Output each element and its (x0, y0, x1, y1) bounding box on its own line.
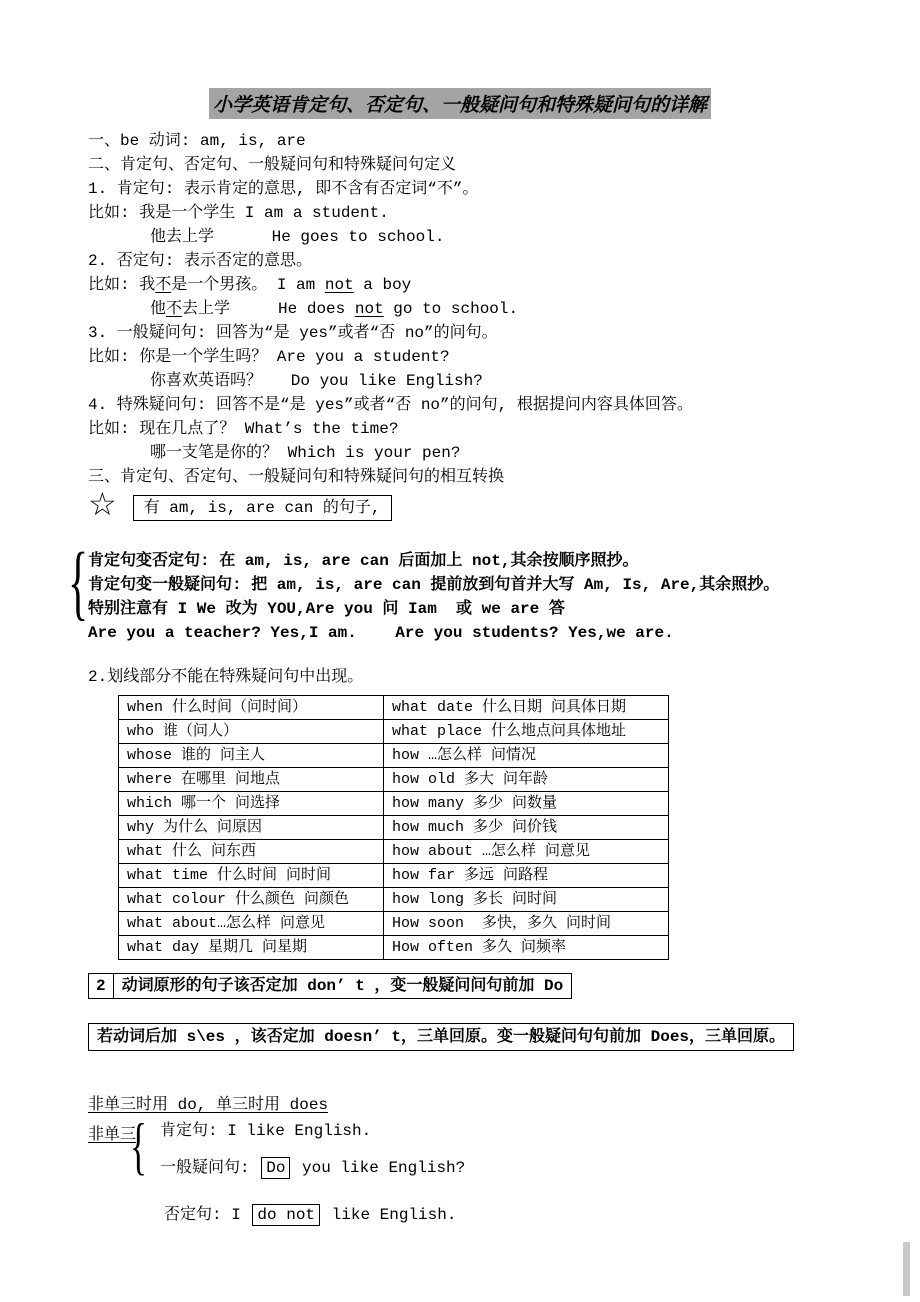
line-definitions-heading: 二、肯定句、否定句、一般疑问句和特殊疑问句定义 (88, 156, 457, 174)
table-cell: what date 什么日期 问具体日期 (384, 696, 669, 720)
bottom-examples-block (88, 1110, 890, 1227)
page-edge-artifact (903, 1242, 910, 1296)
text-segment: 他 (150, 300, 167, 318)
text-segment: like English. (322, 1206, 457, 1224)
rule-box-number: 2 (89, 974, 114, 998)
table-row (119, 768, 669, 792)
table-cell: how many 多少 问数量 (384, 792, 669, 816)
table-cell: how long 多长 问时间 (384, 888, 669, 912)
underlined-segment: 不 (155, 276, 172, 294)
line-affirmative-example-2: 他去上学 He goes to school. (150, 228, 445, 246)
text-segment: a boy (353, 276, 412, 294)
line-general-question-example-1: 比如: 你是一个学生吗？ Are you a student? (88, 348, 450, 366)
rule-line-attention: 特别注意有 I We 改为 YOU,Are you 问 Iam 或 we are 答 (88, 600, 565, 618)
underlined-segment: not (324, 276, 354, 294)
table-cell: what colour 什么颜色 问颜色 (119, 888, 384, 912)
table-cell: when 什么时间（问时间） (119, 696, 384, 720)
table-cell: whose 谁的 问主人 (119, 744, 384, 768)
table-cell: what 什么 问东西 (119, 840, 384, 864)
line-bottom-negative (164, 1203, 890, 1227)
line-special-question-definition: 4. 特殊疑问句: 回答不是“是 yes”或者“否 no”的问句, 根据提问内容具体回答。 (88, 396, 693, 414)
table-cell: which 哪一个 问选择 (119, 792, 384, 816)
table-row (119, 720, 669, 744)
rule-box-verb-base-text: 动词原形的句子该否定加 don’ t ，变一般疑问问句前加 Do (121, 977, 564, 995)
conversion-rules-block (68, 536, 890, 645)
line-negative-definition: 2. 否定句: 表示否定的意思。 (88, 252, 313, 270)
line-be-verbs: 一、be 动词: am, is, are (88, 132, 306, 150)
line-bottom-question (160, 1156, 890, 1180)
text-segment: 一般疑问句: (160, 1159, 260, 1177)
line-special-question-example-2: 哪一支笔是你的？ Which is your pen? (150, 444, 461, 462)
label-non-third-person: 非单三 (88, 1126, 137, 1144)
am-is-are-box: 有 am, is, are can 的句子, (133, 495, 392, 521)
page-title: 小学英语肯定句、否定句、一般疑问句和特殊疑问句的详解 (209, 88, 711, 119)
rule-box-third-person: 若动词后加 s\es ，该否定加 doesn’ t，三单回原。变一般疑问句句前加 Does，三单回原。 (88, 1023, 794, 1051)
table-row (119, 936, 669, 960)
table-row (119, 792, 669, 816)
table-cell: who 谁（问人） (119, 720, 384, 744)
table-cell: how …怎么样 问情况 (384, 744, 669, 768)
table-row (119, 912, 669, 936)
text-segment: 去上学 He does (182, 300, 355, 318)
star-row (88, 485, 890, 535)
table-cell: where 在哪里 问地点 (119, 768, 384, 792)
table-cell: why 为什么 问原因 (119, 816, 384, 840)
text-segment: 比如: 我 (88, 276, 156, 294)
boxed-do: Do (261, 1157, 290, 1179)
table-row (119, 888, 669, 912)
boxed-do-not: do not (252, 1204, 320, 1226)
rule-box-verb-base (88, 973, 572, 999)
line-conversion-heading: 三、肯定句、否定句、一般疑问句和特殊疑问句的相互转换 (88, 468, 505, 486)
curly-brace-icon: { (68, 536, 89, 629)
line-negative-example-1 (88, 273, 890, 297)
table-row (119, 696, 669, 720)
line-bottom-affirmative: 肯定句: I like English. (160, 1122, 372, 1140)
line-negative-example-2 (88, 297, 890, 321)
rule-line-negative: 肯定句变否定句: 在 am, is, are can 后面加上 not,其余按顺序照抄。 (88, 552, 639, 570)
underlined-segment: 不 (166, 300, 183, 318)
rule-line-examples: Are you a teacher? Yes,I am. Are you students? Yes,we are. (88, 624, 674, 642)
underlined-segment: not (354, 300, 384, 318)
table-cell: what time 什么时间 问时间 (119, 864, 384, 888)
line-affirmative-example-1: 比如: 我是一个学生 I am a student. (88, 204, 389, 222)
table-cell: how far 多远 问路程 (384, 864, 669, 888)
question-words-table (118, 695, 669, 960)
star-icon: ☆ (88, 485, 117, 523)
table-row (119, 840, 669, 864)
curly-brace-icon: { (130, 1110, 147, 1181)
line-general-question-example-2: 你喜欢英语吗？ Do you like English? (150, 372, 483, 390)
title-row (0, 0, 920, 119)
line-table-intro: 2.划线部分不能在特殊疑问句中出现。 (88, 668, 364, 686)
table-cell: what place 什么地点问具体地址 (384, 720, 669, 744)
line-affirmative-definition: 1. 肯定句: 表示肯定的意思, 即不含有否定词“不”。 (88, 180, 479, 198)
table-row (119, 864, 669, 888)
text-segment: 是一个男孩。 I am (171, 276, 325, 294)
line-general-question-definition: 3. 一般疑问句: 回答为“是 yes”或者“否 no”的问句。 (88, 324, 498, 342)
document-body (0, 119, 920, 1227)
table-row (119, 816, 669, 840)
rule-line-general-question: 肯定句变一般疑问句: 把 am, is, are can 提前放到句首并大写 Am, Is, Are,其余照抄。 (88, 576, 780, 594)
line-special-question-example-1: 比如: 现在几点了？ What’s the time? (88, 420, 399, 438)
text-segment: go to school. (383, 300, 519, 318)
note-do-does: 非单三时用 do, 单三时用 does (88, 1096, 329, 1114)
table-cell: what day 星期几 问星期 (119, 936, 384, 960)
table-cell: what about…怎么样 问意见 (119, 912, 384, 936)
text-segment: 否定句: I (164, 1206, 251, 1224)
table-cell: how about …怎么样 问意见 (384, 840, 669, 864)
text-segment: you like English? (292, 1159, 466, 1177)
table-cell: how much 多少 问价钱 (384, 816, 669, 840)
table-cell: How often 多久 问频率 (384, 936, 669, 960)
table-cell: How soon 多快，多久 问时间 (384, 912, 669, 936)
table-row (119, 744, 669, 768)
table-cell: how old 多大 问年龄 (384, 768, 669, 792)
